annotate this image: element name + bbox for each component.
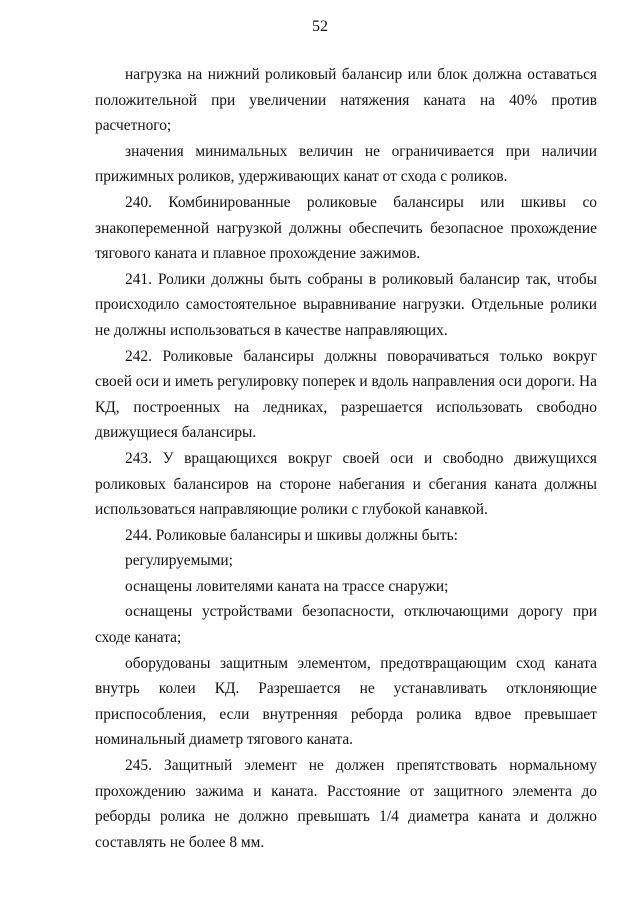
document-body <box>95 62 597 855</box>
paragraph: нагрузка на нижний роликовый балансир или блок должна оставаться положительной при увеличении натяжения каната на 40% против расчетного; <box>95 66 597 135</box>
paragraph-244: 244. Роликовые балансиры и шкивы должны быть: <box>125 526 458 544</box>
list-item: регулируемыми; <box>125 552 233 570</box>
paragraph-245: 245. Защитный элемент не должен препятствовать нормальному прохождению зажима и каната. Расстояние от защитного элемента до реборды ролика не должно превышать 1/4 диаметра каната и должно составлять не более 8 мм. <box>95 757 597 851</box>
list-item: оснащены устройствами безопасности, отключающими дорогу при сходе каната; <box>95 603 597 647</box>
paragraph-242: 242. Роликовые балансиры должны поворачиваться только вокруг своей оси и иметь регулировку поперек и вдоль направления оси дороги. На КД, построенных на ледниках, разрешается использовать свободно движущиеся балансиры. <box>95 347 597 442</box>
paragraph: значения минимальных величин не ограничивается при наличии прижимных роликов, удерживающих канат от схода с роликов. <box>95 142 597 186</box>
page-number: 52 <box>312 18 328 35</box>
list-item: оснащены ловителями каната на трассе снаружи; <box>125 577 449 595</box>
paragraph-241: 241. Ролики должны быть собраны в роликовый балансир так, чтобы происходило самостоятельное выравнивание нагрузки. Отдельные ролики не должны использоваться в качестве направляющих. <box>95 270 597 339</box>
list-item: оборудованы защитным элементом, предотвращающим сход каната внутрь колеи КД. Разрешается не устанавливать отклоняющие приспособления, если внутренняя реборда ролика вдвое превышает номинальный диаметр тягового каната. <box>95 654 597 749</box>
paragraph-240: 240. Комбинированные роликовые балансиры или шкивы со знакопеременной нагрузкой должны обеспечить безопасное прохождение тягового каната и плавное прохождение зажимов. <box>95 193 597 263</box>
paragraph-243: 243. У вращающихся вокруг своей оси и свободно движущихся роликовых балансиров на стороне набегания и сбегания каната должны использоваться направляющие ролики с глубокой канавкой. <box>95 449 597 519</box>
